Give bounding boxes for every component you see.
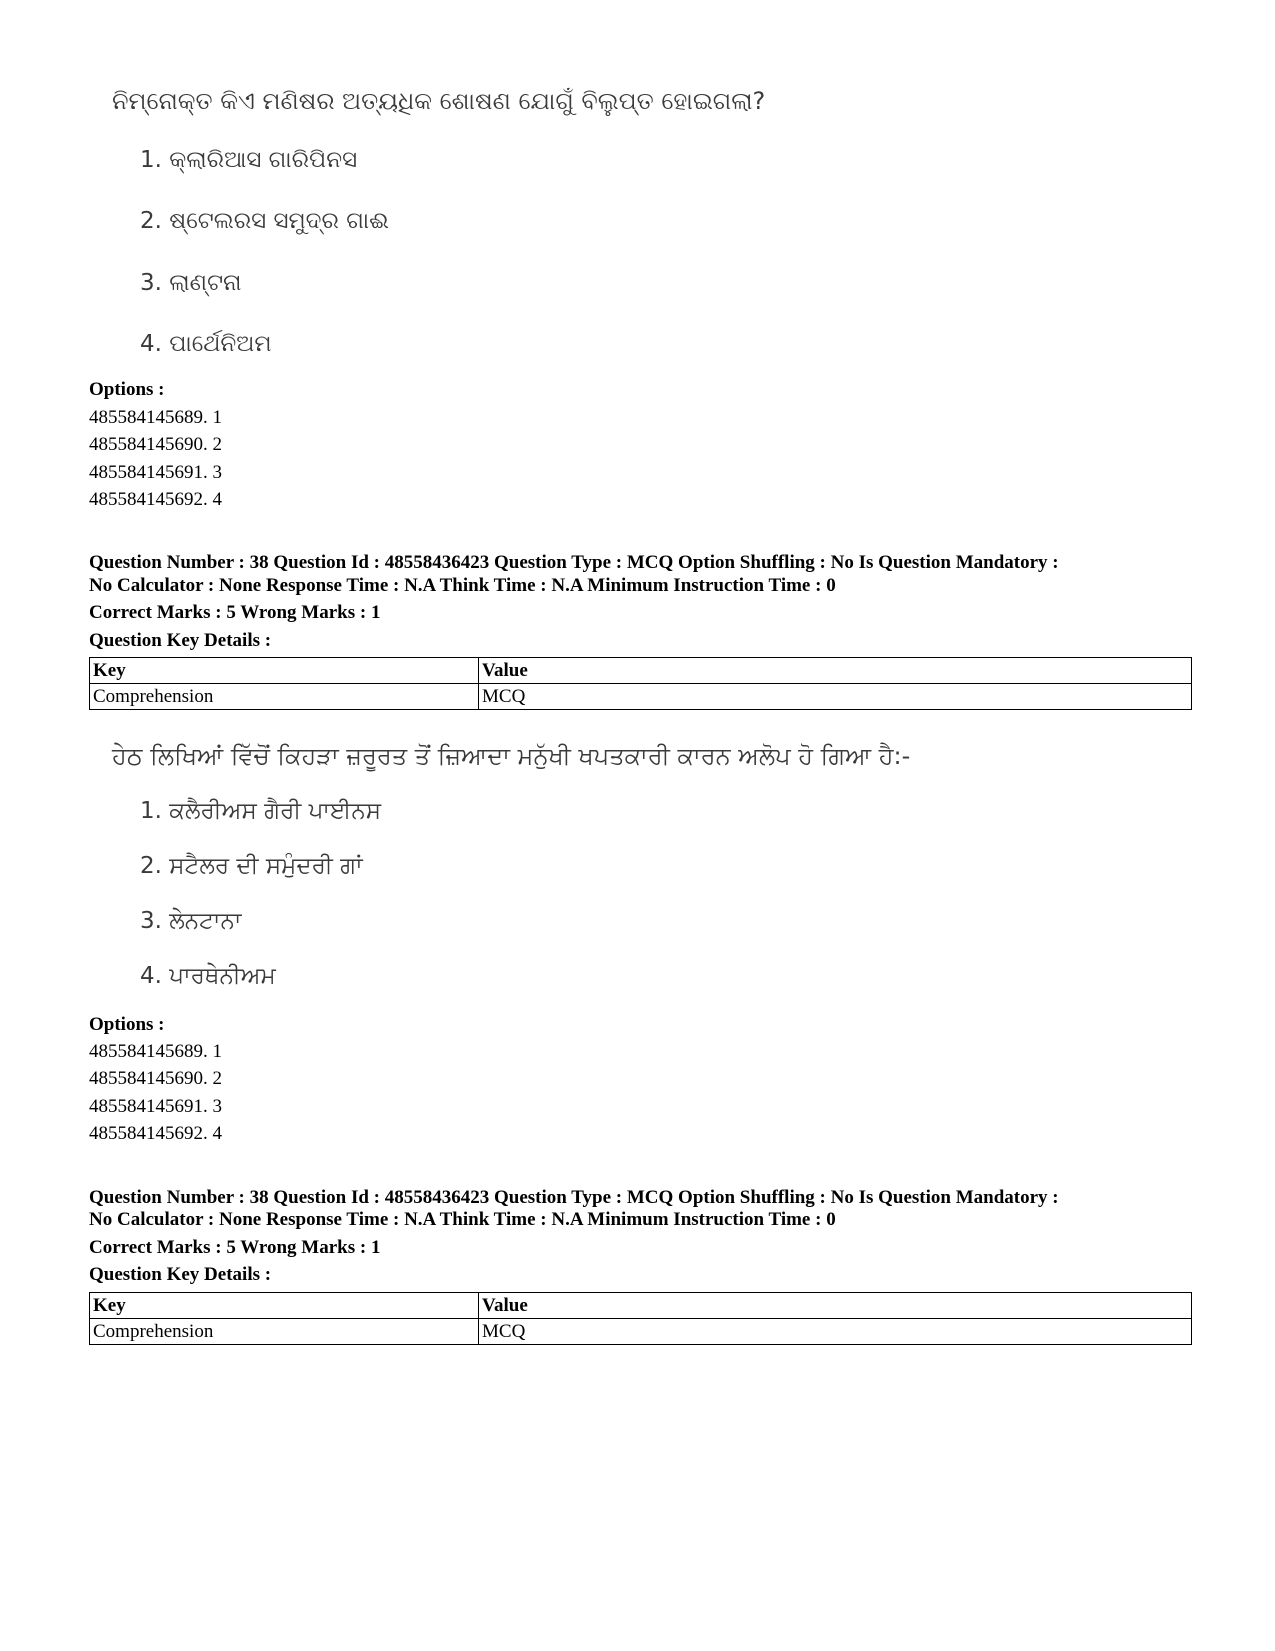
option-line: 485584145690. 2	[89, 1068, 222, 1089]
key-details-table	[89, 657, 1192, 710]
question-image-option: 1. କ୍ଲାରିଆସ ଗାରିପିନସ	[140, 147, 358, 173]
question-image-option: 3. ਲੇਨਟਾਨਾ	[140, 908, 242, 934]
question-image-option: 2. ଷ୍ଟେଲରସ ସମୁଦ୍ର ଗାଈ	[140, 208, 389, 234]
marks-line: Correct Marks : 5 Wrong Marks : 1	[89, 1237, 381, 1258]
question-meta-line: Question Number : 38 Question Id : 48558436423 Question Type : MCQ Option Shuffling : No Is Question Mandatory :	[89, 1187, 1059, 1208]
option-line: 485584145692. 4	[89, 489, 222, 510]
table-header-row	[90, 658, 1192, 684]
key-details-heading: Question Key Details :	[89, 630, 272, 651]
table-cell-value: MCQ	[479, 684, 1192, 710]
question-image-option: 1. ਕਲੈਰੀਅਸ ਗੈਰੀ ਪਾਈਨਸ	[140, 798, 382, 824]
options-heading: Options :	[89, 1014, 165, 1035]
table-header-key: Key	[90, 658, 479, 684]
question-image-stem: ਹੇਠ ਲਿਖਿਆਂ ਵਿੱਚੋਂ ਕਿਹੜਾ ਜ਼ਰੂਰਤ ਤੋਂ ਜ਼ਿਆਦਾ ਮਨੁੱਖੀ ਖਪਤਕਾਰੀ ਕਾਰਨ ਅਲੋਪ ਹੋ ਗਿਆ ਹੈ:-	[112, 742, 911, 770]
question-image-option: 4. ਪਾਰਥੇਨੀਅਮ	[140, 963, 276, 989]
question-image-option: 4. ପାର୍ଥେନିଅମ	[140, 331, 272, 357]
question-meta-line: Question Number : 38 Question Id : 48558436423 Question Type : MCQ Option Shuffling : No Is Question Mandatory :	[89, 552, 1059, 573]
options-heading: Options :	[89, 379, 165, 400]
key-details-heading: Question Key Details :	[89, 1264, 272, 1285]
option-line: 485584145692. 4	[89, 1123, 222, 1144]
option-line: 485584145691. 3	[89, 462, 222, 483]
table-row	[90, 684, 1192, 710]
table-cell-key: Comprehension	[90, 684, 479, 710]
table-cell-value: MCQ	[479, 1319, 1192, 1345]
question-meta-line: No Calculator : None Response Time : N.A Think Time : N.A Minimum Instruction Time : 0	[89, 575, 836, 596]
table-row	[90, 1319, 1192, 1345]
option-line: 485584145691. 3	[89, 1096, 222, 1117]
option-line: 485584145689. 1	[89, 1041, 222, 1062]
table-header-key: Key	[90, 1293, 479, 1319]
key-details-table	[89, 1292, 1192, 1345]
option-line: 485584145689. 1	[89, 407, 222, 428]
table-header-row	[90, 1293, 1192, 1319]
question-image-option: 2. ਸਟੈਲਰ ਦੀ ਸਮੁੰਦਰੀ ਗਾਂ	[140, 853, 363, 879]
table-header-value: Value	[479, 1293, 1192, 1319]
question-image-stem: ନିମ୍ନୋକ୍ତ କିଏ ମଣିଷର ଅତ୍ୟଧିକ ଶୋଷଣ ଯୋଗୁଁ ବିଲୁପ୍ତ ହୋଇଗଲା?	[112, 87, 766, 115]
table-cell-key: Comprehension	[90, 1319, 479, 1345]
option-line: 485584145690. 2	[89, 434, 222, 455]
question-image-option: 3. ଲାଣ୍ଟନା	[140, 270, 242, 296]
question-meta-line: No Calculator : None Response Time : N.A Think Time : N.A Minimum Instruction Time : 0	[89, 1209, 836, 1230]
marks-line: Correct Marks : 5 Wrong Marks : 1	[89, 602, 381, 623]
table-header-value: Value	[479, 658, 1192, 684]
